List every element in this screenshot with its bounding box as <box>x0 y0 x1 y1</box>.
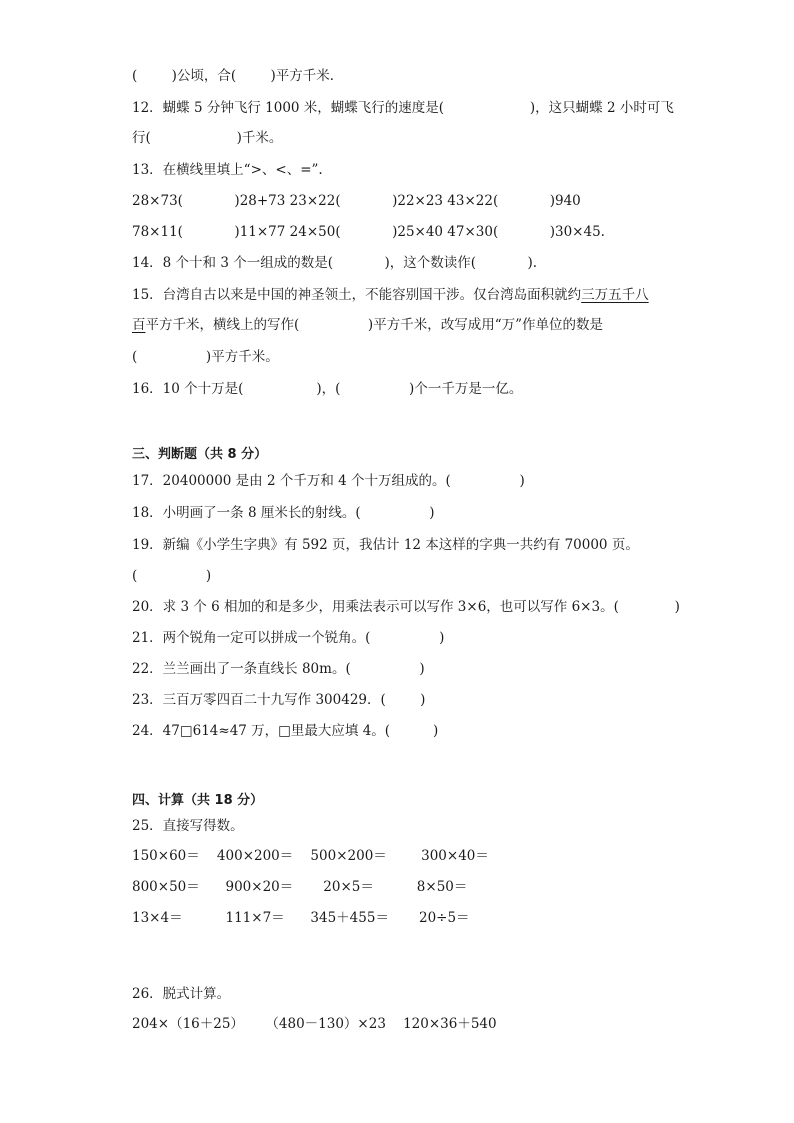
question-13-row-1: 28×73( )28+73 23×22( )22×23 43×22( )940 <box>132 193 581 209</box>
question-16: 16．10 个十万是( )，( )个一千万是一亿。 <box>132 381 523 397</box>
question-25-prompt: 25．直接写得数。 <box>132 818 244 834</box>
question-25-row-3: 13×4＝ 111×7＝ 345＋455＝ 20÷5＝ <box>132 910 470 926</box>
question-15-line-3: ( )平方千米。 <box>132 349 279 365</box>
question-23: 23．三百万零四百二十九写作 300429．( ) <box>132 692 426 708</box>
fill-line-hectare: ( )公顷，合( )平方千米． <box>132 68 344 84</box>
underlined-area-text-cont: 百 <box>132 317 146 333</box>
section-3-heading: 三、判断题（共 8 分） <box>132 447 268 462</box>
question-15-line-2: 百平方千米，横线上的写作( )平方千米，改写成用“万”作单位的数是 <box>132 317 603 333</box>
question-22: 22．兰兰画出了一条直线长 80m。( ) <box>132 661 425 677</box>
question-14: 14．8 个十和 3 个一组成的数是( )，这个数读作( ). <box>132 255 538 271</box>
question-24: 24．47□614≈47 万，□里最大应填 4。( ) <box>132 723 439 739</box>
section-4-heading: 四、计算（共 18 分） <box>132 793 264 808</box>
question-12-line-1: 12．蝴蝶 5 分钟飞行 1000 米，蝴蝶飞行的速度是( )，这只蝴蝶 2 小时可飞 <box>132 100 674 116</box>
question-19-line-1: 19．新编《小学生字典》有 592 页，我估计 12 本这样的字典一共约有 70000 页。 <box>132 537 639 553</box>
question-25-row-1: 150×60＝ 400×200＝ 500×200＝ 300×40＝ <box>132 848 489 864</box>
question-25-row-2: 800×50＝ 900×20＝ 20×5＝ 8×50＝ <box>132 879 468 895</box>
question-26-prompt: 26．脱式计算。 <box>132 986 231 1002</box>
underlined-area-text: 三万五千八 <box>581 287 649 303</box>
question-26-row-1: 204×（16＋25） （480－130）×23 120×36＋540 <box>132 1016 497 1032</box>
question-15-line-1: 15．台湾自古以来是中国的神圣领土，不能容别国干涉。仅台湾岛面积就约三万五千八 <box>132 287 649 303</box>
question-13-prompt: 13．在横线里填上“>、<、=”. <box>132 162 323 178</box>
question-17: 17．20400000 是由 2 个千万和 4 个十万组成的。( ) <box>132 473 525 489</box>
question-18: 18．小明画了一条 8 厘米长的射线。( ) <box>132 505 435 521</box>
question-20: 20．求 3 个 6 相加的和是多少，用乘法表示可以写作 3×6，也可以写作 6×3。( ) <box>132 599 680 615</box>
question-13-row-2: 78×11( )11×77 24×50( )25×40 47×30( )30×45. <box>132 224 605 240</box>
question-19-line-2: ( ) <box>132 568 212 584</box>
question-12-line-2: 行( )千米。 <box>132 130 283 146</box>
question-21: 21．两个锐角一定可以拼成一个锐角。( ) <box>132 630 445 646</box>
